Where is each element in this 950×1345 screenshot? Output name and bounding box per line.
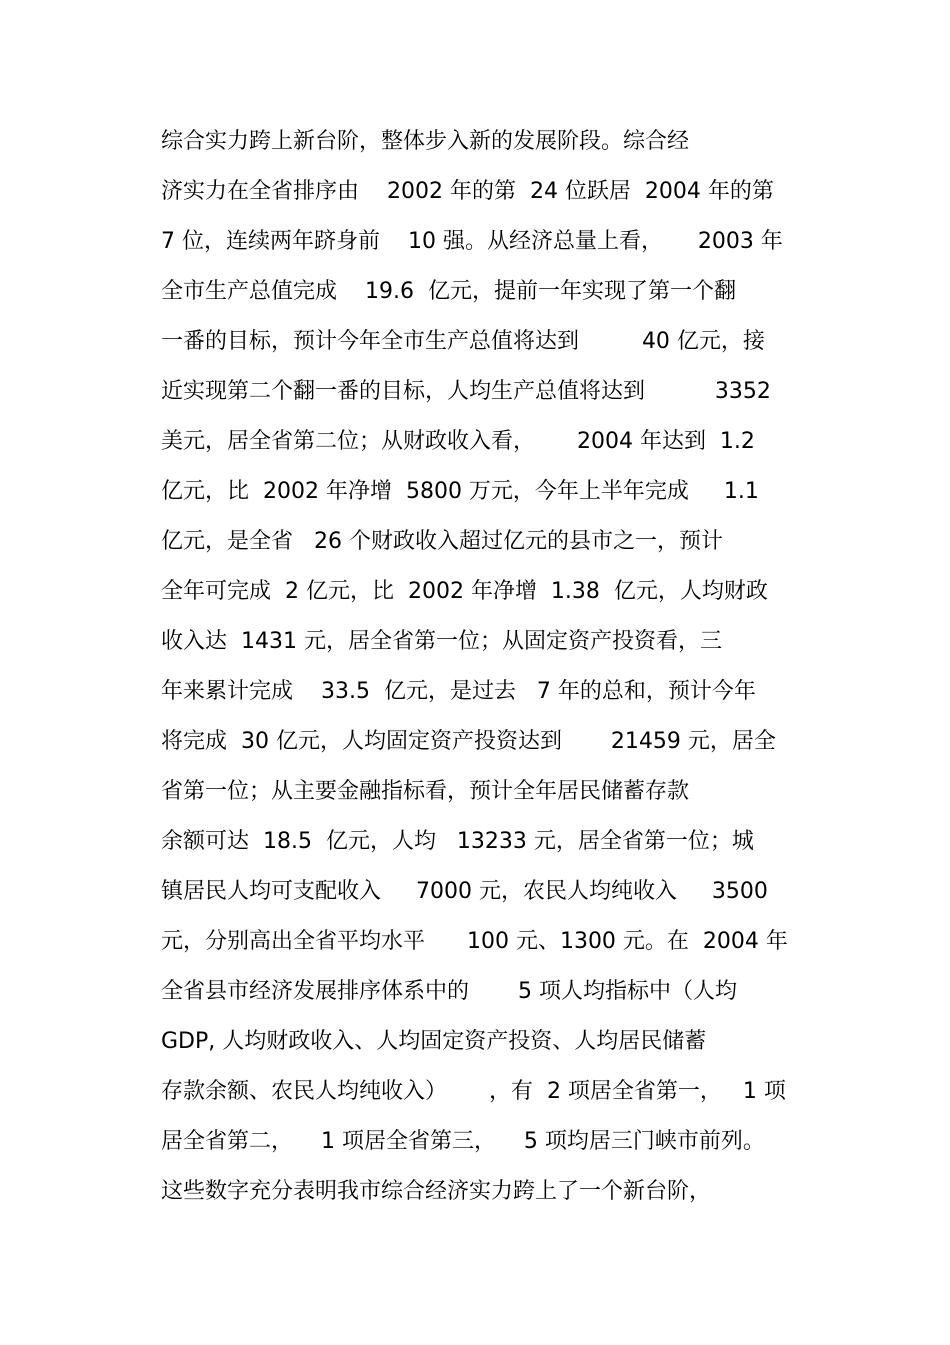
text-line: 综合实力跨上新台阶，整体步入新的发展阶段。综合经 [161, 129, 690, 154]
text-line: 7 位，连续两年跻身前 10 强。从经济总量上看， 2003 年 [161, 229, 783, 254]
text-line: 省第一位；从主要金融指标看，预计全年居民储蓄存款 [161, 779, 690, 804]
text-line: 美元，居全省第二位；从财政收入看， 2004 年达到 1.2 [161, 429, 755, 454]
text-line: 将完成 30 亿元，人均固定资产投资达到 21459 元，居全 [161, 729, 776, 754]
text-line: 年来累计完成 33.5 亿元，是过去 7 年的总和，预计今年 [161, 679, 756, 704]
text-line: 全省县市经济发展排序体系中的 5 项人均指标中（人均 [161, 979, 737, 1004]
text-line: 这些数字充分表明我市综合经济实力跨上了一个新台阶， [161, 1179, 712, 1204]
text-line: 亿元，比 2002 年净增 5800 万元，今年上半年完成 1.1 [161, 479, 759, 504]
text-line: 居全省第二， 1 项居全省第三， 5 项均居三门峡市前列。 [161, 1129, 765, 1154]
text-line: 一番的目标，预计今年全市生产总值将达到 40 亿元，接 [161, 329, 765, 354]
text-line: 济实力在全省排序由 2002 年的第 24 位跃居 2004 年的第 [161, 179, 774, 204]
text-line: 全年可完成 2 亿元，比 2002 年净增 1.38 亿元，人均财政 [161, 579, 768, 604]
text-line: 收入达 1431 元，居全省第一位；从固定资产投资看，三 [161, 629, 722, 654]
text-line: 亿元，是全省 26 个财政收入超过亿元的县市之一，预计 [161, 529, 723, 554]
text-line: 元，分别高出全省平均水平 100 元、1300 元。在 2004 年 [161, 929, 788, 954]
text-line: 存款余额、农民人均纯收入） ，有 2 项居全省第一， 1 项 [161, 1079, 786, 1104]
text-line: 镇居民人均可支配收入 7000 元，农民人均纯收入 3500 [161, 879, 768, 904]
text-line: 近实现第二个翻一番的目标，人均生产总值将达到 3352 [161, 379, 771, 404]
text-line: 全市生产总值完成 19.6 亿元，提前一年实现了第一个翻 [161, 279, 736, 304]
text-line: 余额可达 18.5 亿元，人均 13233 元，居全省第一位；城 [161, 829, 754, 854]
text-line: GDP, 人均财政收入、人均固定资产投资、人均居民储蓄 [161, 1029, 707, 1054]
